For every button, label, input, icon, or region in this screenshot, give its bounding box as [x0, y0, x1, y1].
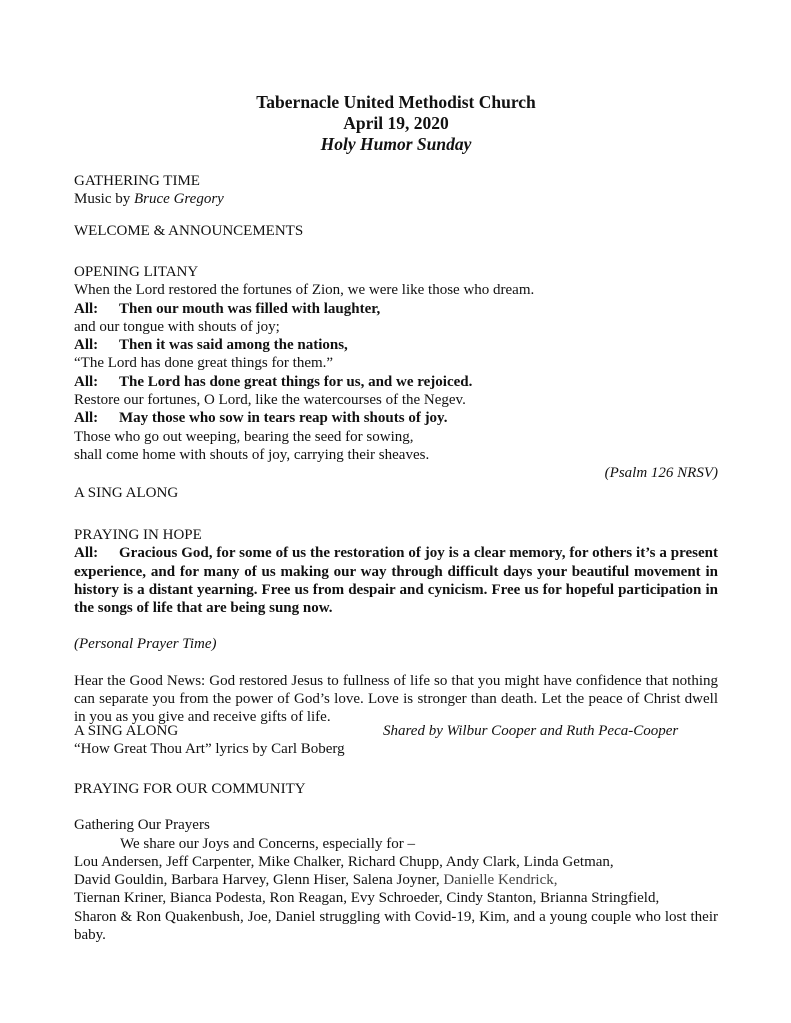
unison-prayer [74, 544, 718, 617]
response-text: The Lord has done great things for us, and we rejoiced. [119, 373, 473, 390]
sing-along-heading-row [74, 722, 718, 740]
section-heading: OPENING LITANY [74, 264, 199, 280]
litany-line: shall come home with shouts of joy, carrying their sheaves. [74, 446, 430, 463]
litany-response [74, 336, 718, 354]
all-label: All: [74, 545, 99, 562]
names-text-highlighted: Danielle Kendrick, [443, 872, 558, 889]
gathering-section [74, 172, 718, 209]
litany-response [74, 300, 718, 318]
personal-prayer-time: (Personal Prayer Time) [74, 636, 217, 653]
shared-by-credit: Shared by Wilbur Cooper and Ruth Peca-Cooper [383, 723, 679, 739]
welcome-section [74, 222, 718, 240]
musician-name: Bruce Gregory [134, 191, 224, 208]
all-label: All: [74, 373, 99, 390]
litany-line: Those who go out weeping, bearing the seed for sowing, [74, 428, 414, 445]
church-name: Tabernacle United Methodist Church [256, 92, 536, 112]
praying-in-hope-section [74, 526, 718, 727]
litany-response [74, 409, 718, 427]
sing-along-section [74, 484, 718, 502]
litany-line: “The Lord has done great things for them.” [74, 355, 334, 372]
all-label: All: [74, 410, 99, 427]
litany-section [74, 263, 718, 483]
litany-line: and our tongue with shouts of joy; [74, 318, 280, 335]
section-heading: PRAYING FOR OUR COMMUNITY [74, 781, 306, 797]
response-text: Then our mouth was filled with laughter, [119, 300, 381, 317]
scripture-citation: (Psalm 126 NRSV) [604, 465, 718, 482]
section-heading: GATHERING TIME [74, 173, 200, 189]
section-heading: A SING ALONG [74, 723, 179, 739]
music-credit [74, 190, 718, 208]
service-date: April 19, 2020 [343, 113, 449, 133]
prayer-names-line: Lou Andersen, Jeff Carpenter, Mike Chalker, Richard Chupp, Andy Clark, Linda Getman, [74, 853, 614, 870]
community-section [74, 780, 718, 944]
litany-line: When the Lord restored the fortunes of Zion, we were like those who dream. [74, 282, 535, 299]
section-heading: WELCOME & ANNOUNCEMENTS [74, 223, 304, 239]
litany-response [74, 373, 718, 391]
litany-line: Restore our fortunes, O Lord, like the watercourses of the Negev. [74, 392, 466, 409]
section-heading: A SING ALONG [74, 485, 179, 501]
prayer-names-line [74, 871, 718, 889]
all-label: All: [74, 300, 99, 317]
response-text: Then it was said among the nations, [119, 337, 348, 354]
service-occasion: Holy Humor Sunday [320, 134, 472, 154]
joys-concerns-intro: We share our Joys and Concerns, especially for – [120, 835, 415, 852]
response-text: May those who sow in tears reap with shouts of joy. [119, 410, 448, 427]
subheading: Gathering Our Prayers [74, 817, 210, 834]
sing-along-2-section [74, 722, 718, 759]
section-heading: PRAYING IN HOPE [74, 527, 202, 543]
music-prefix: Music by [74, 191, 134, 208]
good-news-text: Hear the Good News: God restored Jesus to fullness of life so that you might have confidence that nothing can separate you from the power of God’s love. Love is stronger than death. Let the peace of Christ dwell in you as you give and receive gifts of life. [74, 672, 718, 726]
song-credit: “How Great Thou Art” lyrics by Carl Boberg [74, 741, 345, 758]
prayer-names-line: Sharon & Ron Quakenbush, Joe, Daniel struggling with Covid-19, Kim, and a young couple who lost their baby. [74, 908, 718, 944]
prayer-names-line: Tiernan Kriner, Bianca Podesta, Ron Reagan, Evy Schroeder, Cindy Stanton, Brianna Stringfield, [74, 890, 660, 907]
prayer-text: Gracious God, for some of us the restoration of joy is a clear memory, for others it’s a present experience, and for many of us making our way through difficult days your beautiful movement in history is a distant yearning. Free us from despair and cynicism. Free us for hopeful participation in the songs of life that are being sung now. [74, 545, 718, 617]
names-text: David Gouldin, Barbara Harvey, Glenn Hiser, Salena Joyner, [74, 872, 444, 889]
all-label: All: [74, 337, 99, 354]
bulletin-header [74, 92, 718, 155]
